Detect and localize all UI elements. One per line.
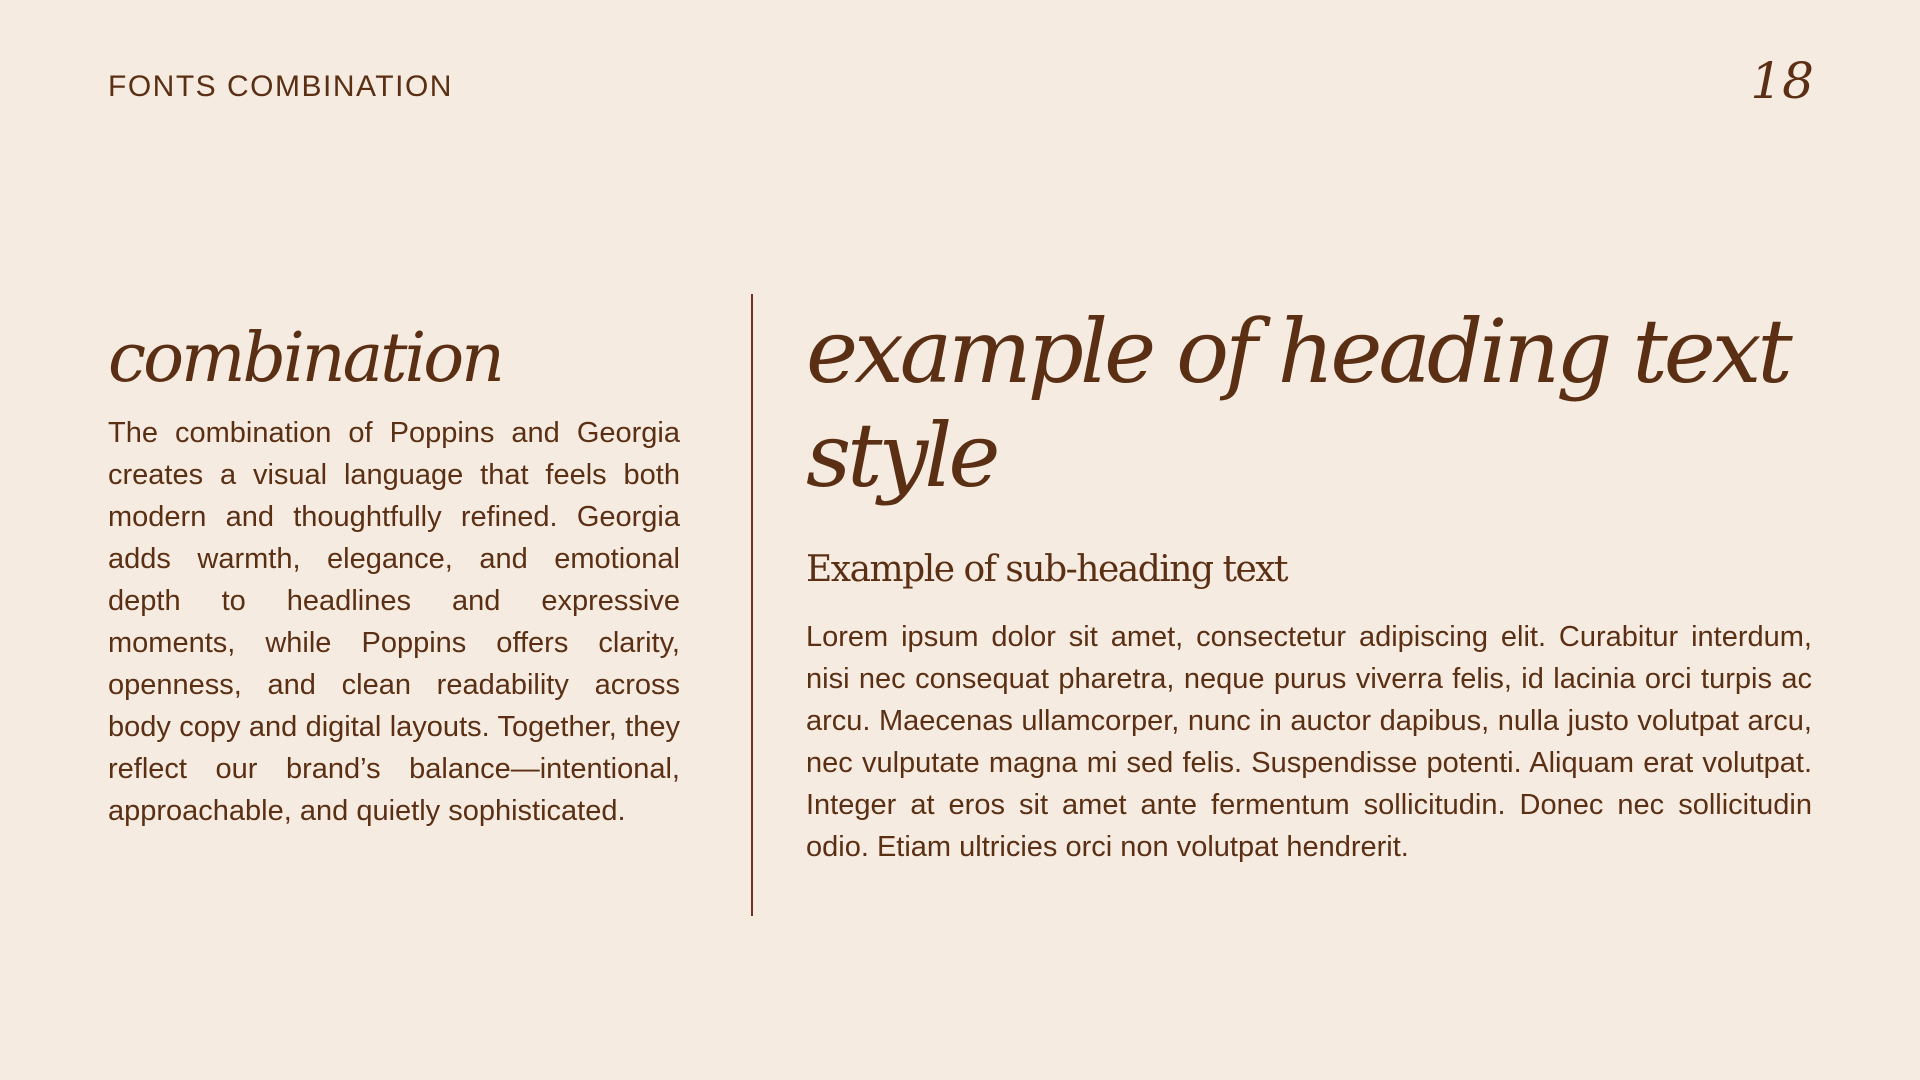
example-body-text: Lorem ipsum dolor sit amet, consectetur adipiscing elit. Curabitur interdum, nisi nec consequat pharetra, neque purus viverra felis, id lacinia orci turpis ac arcu. Maecenas ullamcorper, nunc in auctor dapibus, nulla justo volutpat arcu, nec vulputate magna mi sed felis. Suspendisse potenti. Aliquam erat volutpat. Integer at eros sit amet ante fermentum sollicitudin. Donec nec sollicitudin odio. Etiam ultricies orci non volutpat hendrerit. <box>806 621 1812 863</box>
example-heading: example of heading text style <box>806 300 1789 507</box>
example-subheading: Example of sub-heading text <box>806 549 1288 590</box>
column-divider <box>751 294 753 916</box>
page-number: 18 <box>1750 52 1814 110</box>
left-column <box>108 318 680 832</box>
slide-section-label: FONTS COMBINATION <box>108 70 453 103</box>
right-column <box>806 300 1812 868</box>
left-body-text: The combination of Poppins and Georgia creates a visual language that feels both modern and thoughtfully refined. Georgia adds warmth, elegance, and emotional depth to headlines and expressive moments, while Poppins offers clarity, openness, and clean readability across body copy and digital layouts. Together, they reflect our brand’s balance—intentional, approachable, and quietly sophisticated. <box>108 417 680 827</box>
left-heading: combination <box>108 319 502 398</box>
